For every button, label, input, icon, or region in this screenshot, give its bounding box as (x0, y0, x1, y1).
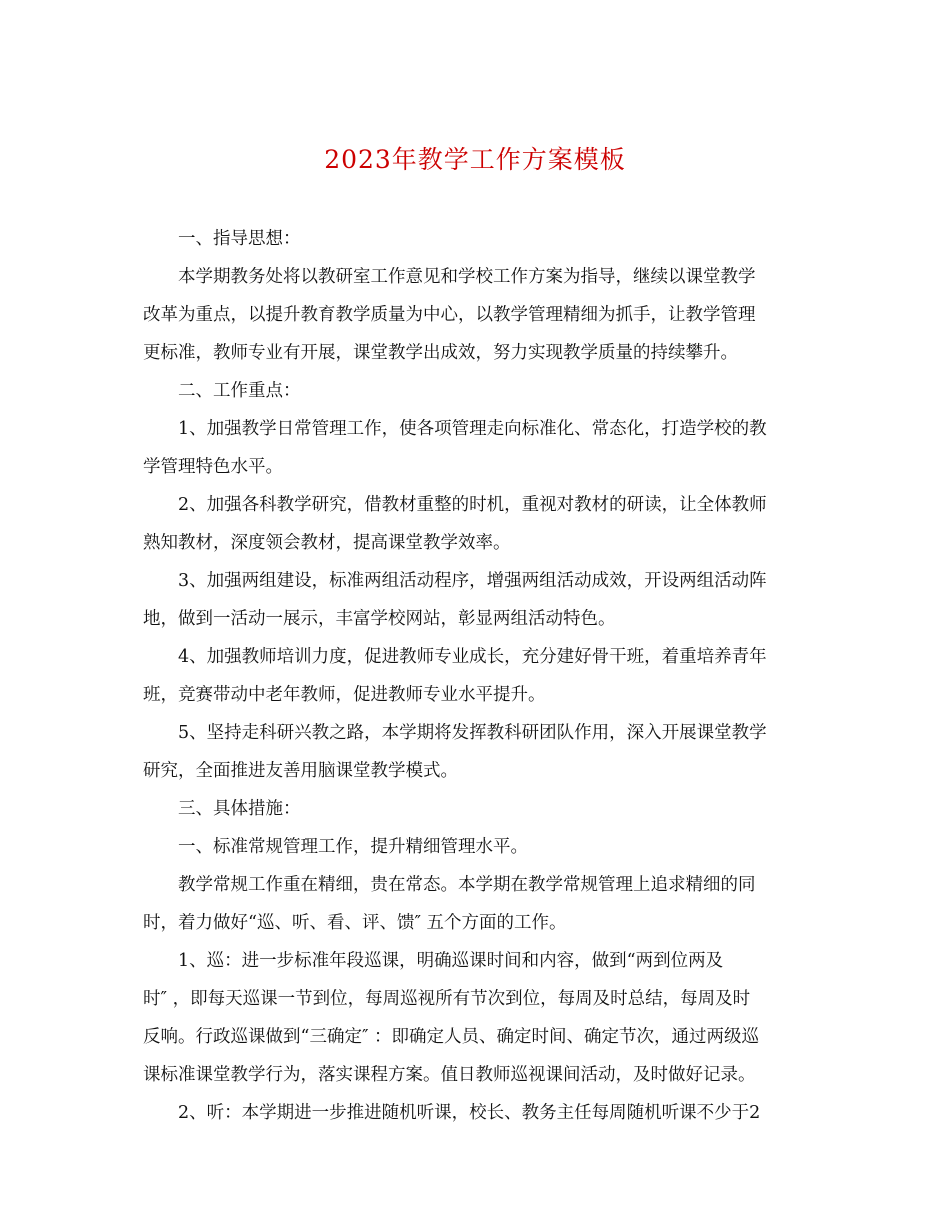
paragraph-line: 改革为重点，以提升教育教学质量为中心，以教学管理精细为抓手，让教学管理 (143, 305, 756, 325)
paragraph (143, 828, 808, 866)
paragraph-line: 3、加强两组建设，标准两组活动程序，增强两组活动成效，开设两组活动阵 (178, 571, 767, 591)
paragraph-line: 课标准课堂教学行为，落实课程方案。值日教师巡视课间活动，及时做好记录。 (143, 1065, 756, 1085)
paragraph-line: 反响。行政巡课做到“三确定″ ：即确定人员、确定时间、确定节次，通过两级巡 (143, 1027, 760, 1047)
paragraph-line: 4、加强教师培训力度，促进教师专业成长，充分建好骨干班，着重培养青年 (178, 647, 767, 667)
paragraph (143, 866, 808, 942)
paragraph-line: 班，竞赛带动中老年教师，促进教师专业水平提升。 (143, 685, 546, 705)
paragraph-line: 教学常规工作重在精细，贵在常态。本学期在教学常规管理上追求精细的同 (178, 875, 756, 895)
paragraph-line: 一、标准常规管理工作，提升精细管理水平。 (178, 837, 528, 857)
paragraph-line: 一、指导思想： (178, 229, 301, 249)
paragraph-line: 熟知教材，深度领会教材，提高课堂教学效率。 (143, 533, 511, 553)
paragraph (143, 638, 808, 714)
paragraph-line: 二、工作重点： (178, 381, 301, 401)
paragraph (143, 1094, 808, 1132)
paragraph-line: 地，做到一活动一展示，丰富学校网站，彰显两组活动特色。 (143, 609, 616, 629)
paragraph-line: 更标准，教师专业有开展，课堂教学出成效，努力实现教学质量的持续攀升。 (143, 343, 738, 363)
paragraph-line: 时，着力做好“巡、听、看、评、馈″ 五个方面的工作。 (143, 913, 567, 933)
paragraph-line: 2、听：本学期进一步推进随机听课，校长、教务主任每周随机听课不少于2 (178, 1103, 761, 1123)
paragraph (143, 486, 808, 562)
paragraph-line: 学管理特色水平。 (143, 457, 283, 477)
paragraph-line: 三、具体措施： (178, 799, 301, 819)
paragraph (143, 714, 808, 790)
document-body (143, 220, 808, 1132)
paragraph (143, 790, 808, 828)
paragraph (143, 220, 808, 258)
paragraph-line: 5、坚持走科研兴教之路，本学期将发挥教科研团队作用，深入开展课堂教学 (178, 723, 767, 743)
paragraph (143, 942, 808, 1094)
paragraph-line: 2、加强各科教学研究，借教材重整的时机，重视对教材的研读，让全体教师 (178, 495, 767, 515)
paragraph-line: 1、巡：进一步标准年段巡课，明确巡课时间和内容，做到“两到位两及 (178, 951, 724, 971)
paragraph-line: 1、加强教学日常管理工作，使各项管理走向标准化、常态化，打造学校的教 (178, 419, 767, 439)
paragraph-line: 时″ ，即每天巡课一节到位，每周巡视所有节次到位，每周及时总结，每周及时 (143, 989, 751, 1009)
paragraph-line: 研究，全面推进友善用脑课堂教学模式。 (143, 761, 458, 781)
paragraph (143, 258, 808, 372)
paragraph-line: 本学期教务处将以教研室工作意见和学校工作方案为指导，继续以课堂教学 (178, 267, 756, 287)
paragraph (143, 372, 808, 410)
paragraph (143, 410, 808, 486)
document-title: 2023年教学工作方案模板 (324, 145, 626, 174)
paragraph (143, 562, 808, 638)
